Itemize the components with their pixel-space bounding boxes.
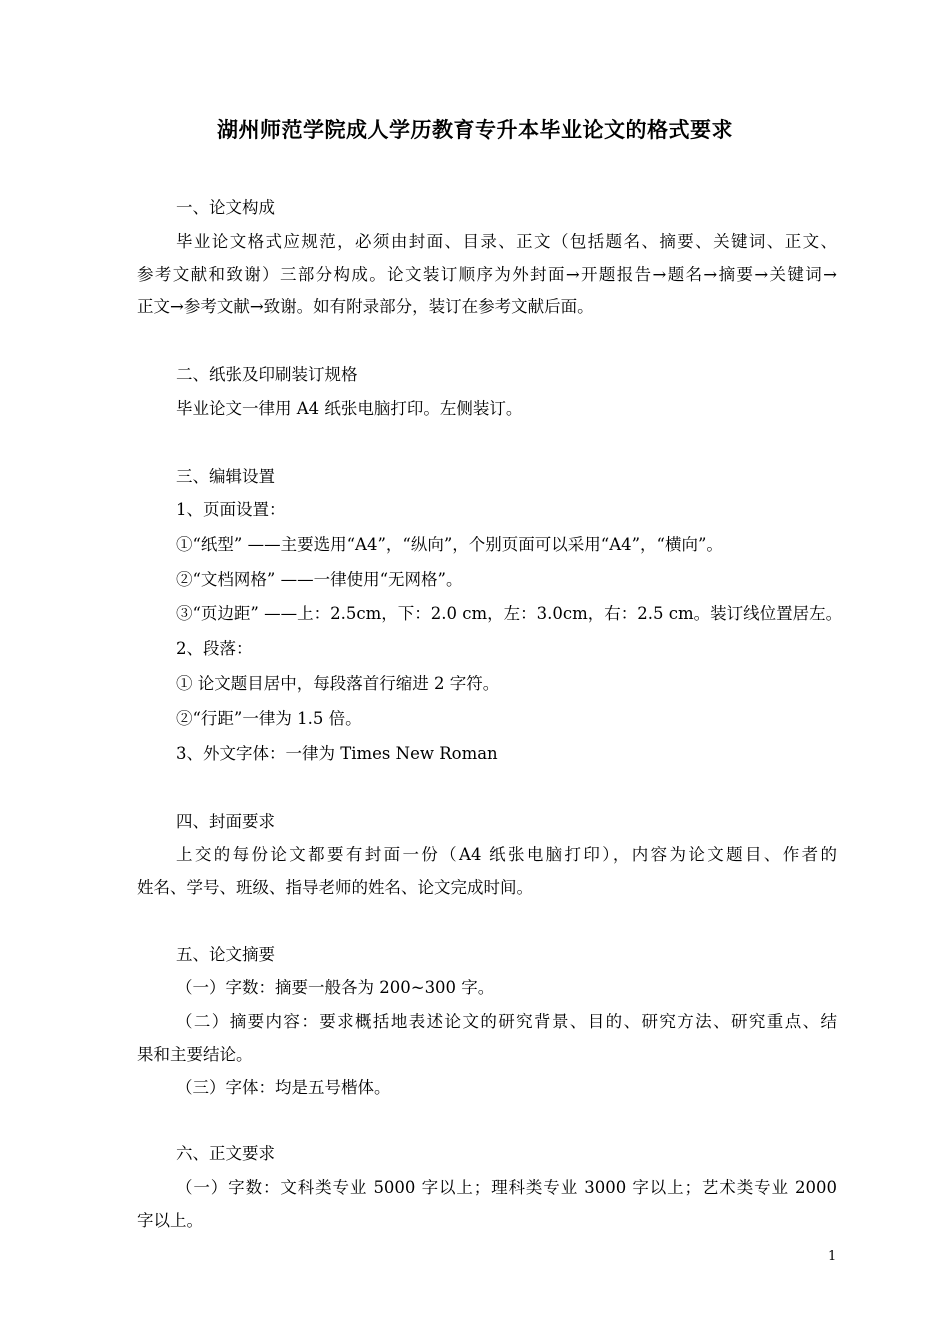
section-heading-composition: 一、论文构成 (176, 198, 275, 217)
section-heading-paper-printing: 二、纸张及印刷装订规格 (176, 365, 358, 384)
paragraph-line: 正文→参考文献→致谢。如有附录部分，装订在参考文献后面。 (137, 297, 594, 316)
document-title: 湖州师范学院成人学历教育专升本毕业论文的格式要求 (217, 118, 733, 142)
paragraph-line: 上交的每份论文都要有封面一份（A4 纸张电脑打印），内容为论文题目、作者的 (176, 845, 837, 864)
list-item: 2、段落： (176, 639, 253, 658)
list-item: （一）字数：文科类专业 5000 字以上；理科类专业 3000 字以上；艺术类专业 2000 (176, 1178, 837, 1197)
list-item: ③“页边距” ——上：2.5cm，下：2.0 cm，左：3.0cm，右：2.5 cm。装订线位置居左。 (176, 604, 843, 623)
section-heading-cover: 四、封面要求 (176, 812, 275, 831)
list-item: ①“纸型” ——主要选用“A4”，“纵向”，个别页面可以采用“A4”，“横向”。 (176, 535, 723, 554)
section-heading-body-text: 六、正文要求 (176, 1144, 275, 1163)
list-item: （二）摘要内容：要求概括地表述论文的研究背景、目的、研究方法、研究重点、结 (176, 1012, 837, 1031)
list-item: 3、外文字体：一律为 Times New Roman (176, 744, 498, 763)
list-item: （三）字体：均是五号楷体。 (176, 1078, 391, 1097)
paragraph-line: 果和主要结论。 (137, 1045, 253, 1064)
list-item: 1、页面设置： (176, 500, 286, 519)
page-number: 1 (828, 1249, 837, 1264)
list-item: ②“文档网格” ——一律使用“无网格”。 (176, 570, 463, 589)
list-item: ②“行距”一律为 1.5 倍。 (176, 709, 362, 728)
section-heading-editing-settings: 三、编辑设置 (176, 467, 275, 486)
paragraph-line: 姓名、学号、班级、指导老师的姓名、论文完成时间。 (137, 878, 533, 897)
list-item: ① 论文题目居中，每段落首行缩进 2 字符。 (176, 674, 500, 693)
paragraph-line: 参考文献和致谢）三部分构成。论文装订顺序为外封面→开题报告→题名→摘要→关键词→ (137, 265, 837, 284)
list-item: （一）字数：摘要一般各为 200~300 字。 (176, 978, 495, 997)
section-heading-abstract: 五、论文摘要 (176, 945, 275, 964)
paragraph-line: 字以上。 (137, 1211, 203, 1230)
paragraph-line: 毕业论文一律用 A4 纸张电脑打印。左侧装订。 (176, 399, 523, 418)
paragraph-line: 毕业论文格式应规范，必须由封面、目录、正文（包括题名、摘要、关键词、正文、 (176, 232, 837, 251)
